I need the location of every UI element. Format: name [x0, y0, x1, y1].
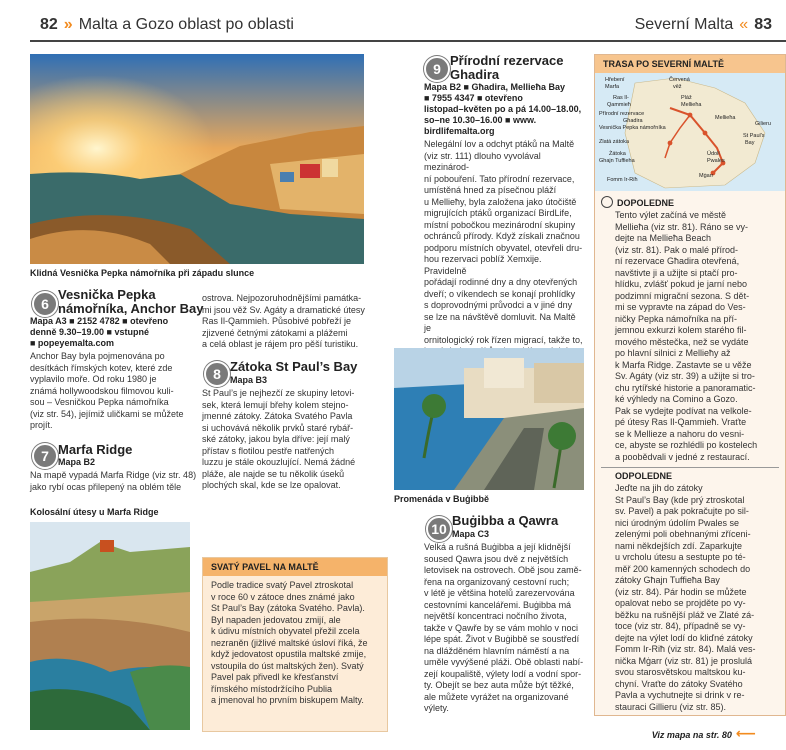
entry-6-body: Anchor Bay byla pojmenována po desítkách římských kotev, které zde vyplavilo moře. Od roku 1980 je známá hollywoodskou filmovou kuli- sou – Vesničkou Pepka námořníka (viz str. 54), jejímiž uličkami se můžete projít.: [30, 351, 184, 430]
promenade-photo: [394, 348, 584, 490]
entry-7-body-continued: ostrova. Nejpozoruhodnějšími památka- mi jsou věž Sv. Agáty a dramatické útesy Ras Il-Qammieh. Působivé pobřeží je zjizvené četnými zátokami a plážemi a celá oblast je rájem pro pěší turistiku.: [202, 293, 365, 349]
map-reference-footer: [652, 725, 756, 742]
morning-body: Tento výlet začíná ve městě Mellieħa (viz str. 81). Ráno se vy- dejte na Mellieħa Beach (viz str. 81). Pak o malé přírod- ní rezervace Għadira otevřená, navštivte ji a užijte si ptačí pro- hlídku, zvlášť pokud je jarní nebo podzimní migrační sezona. S dět- mi se vypravte na západ do Ves- ničky Pepka námořníka na pří- jemnou exkurzi kolem starého fil- mového městečka, než se vydáte po hlavní silnici z Mellieħy až k Marfa Ridge. Zastavte se u věže Sv. Agáty (viz str. 39) a užijte si tro- chu rytířské historie a panoramatic- ké výhledy na Comino a Gozo. Pak se vydejte podívat na velkole- pé útesy Ras Il-Qammieħ. Vraťte se k Mellieze a nahoru do vesni- ce, abyste se rozhlédli po kostelech a poobědvali v jedné z restaurací.: [615, 210, 758, 462]
entry-7-title: Marfa Ridge: [58, 442, 133, 457]
entry-10-title: Buġibba a Qawra: [452, 513, 559, 528]
morning-heading: DOPOLEDNE: [617, 198, 675, 208]
route-map-graphic: [595, 73, 785, 191]
entry-10-meta: Mapa C3: [452, 529, 490, 539]
right-section-title: Severní Malta: [634, 16, 734, 33]
entry-number-badge: 10: [426, 516, 452, 542]
entry-8-title: Zátoka St Paul’s Bay: [230, 359, 358, 374]
morning-heading-row: [601, 195, 779, 208]
entry-9-body: Nelegální lov a odchyt ptáků na Maltě (viz str. 111) dlouho vyvolával mezinárod- ní pobouření. Tato přírodní rezervace, umístěná hned za písečnou pláží u Mellieħy, byla založena jako útočiště migrujících ptáků organizací BirdLife, místní pobočkou mezinárodní skupiny ochránců přírody. Když získali značnou podporu místních obyvatel, otevřeli dru- hou rezervaci poblíž Xemxije. Pravidelně pořádají rodinné dny a dny otevřených dveří; o víkendech se konají prohlídky s doprovodnými průvodci a v jiné dny se lze na návštěvě domluvit. Na Maltě je ornitologický rok řízen migrací, takže to,: [424, 139, 583, 345]
entry-number-badge: 9: [424, 56, 450, 82]
entry-9-meta: Mapa B2 ■ Għadira, Mellieħa Bay ■ 7955 4347 ■ otevřeno listopad–květen po a pá 14.00–18.00, so–ne 10.30–16.00 ■ www. birdlifemalta.org: [424, 82, 582, 136]
entry-8-meta: Mapa B3: [230, 375, 268, 385]
box-title: SVATÝ PAVEL NA MALTĚ: [203, 558, 387, 576]
entry-9-title: Přírodní rezervace Ghadira: [450, 53, 564, 82]
arrow-left-icon: ⟵: [735, 725, 756, 741]
entry-number-badge: 8: [204, 361, 230, 387]
entry-6-title: Vesnička Pepka námořníka, Anchor Bay: [58, 287, 204, 316]
entry-number-badge: 7: [32, 443, 58, 469]
entry-7-meta: Mapa B2: [58, 457, 96, 467]
header-right: [635, 16, 772, 34]
promenade-image: [394, 348, 584, 490]
page-number-right: 83: [754, 16, 772, 33]
header-rule: [30, 40, 786, 42]
chevron-left-icon: «: [739, 16, 749, 33]
marfa-photo-caption: Kolosální útesy u Marfa Ridge: [30, 507, 159, 517]
compass-icon: [601, 196, 613, 208]
promenade-photo-caption: Promenáda v Buġibbě: [394, 494, 490, 504]
map-reference-text: Viz mapa na str. 80: [651, 730, 732, 740]
marfa-cliffs-photo: [30, 522, 190, 730]
sidebar-title: TRASA PO SEVERNÍ MALTĚ: [595, 55, 785, 73]
entry-8-body: St Paul’s je nejhezčí ze skupiny letovi- sek, která lemují břehy kolem stejno- jmenné zátoky. Zátoka Svatého Pavla si uchovává několik prvků staré rybář- ské zátoky, jakou byla dříve: její malý přístav s flotilou pestře natřených luzzu je stále okouzlující. Nemá žádné pláže, ale najde se tu několik úseků plochých skal, kde se lze opalovat.: [202, 388, 356, 490]
chevron-right-icon: »: [63, 16, 73, 33]
popeye-photo-caption: Klidná Vesnička Pepka námořníka při západu slunce: [30, 268, 255, 278]
entry-6-meta: Mapa A3 ■ 2152 4782 ■ otevřeno denně 9.30–19.00 ■ vstupné ■ popeyemalta.com: [30, 316, 169, 348]
popeye-village-photo: [30, 54, 364, 264]
page-number-left: 82: [40, 16, 58, 33]
entry-number-badge: 6: [32, 291, 58, 317]
st-paul-sidebar-box: [202, 557, 388, 732]
afternoon-heading: ODPOLEDNE: [601, 467, 779, 481]
left-section-title: Malta a Gozo oblast po oblasti: [78, 16, 294, 33]
route-map: Hřebení Marfa Červená věž Pláž Mellieħa Ras Il- Qammieħ Přírodní rezervace Għadira Mellieħa Vesnička Pepka námořníka Zlatá zátoka Żátoka Ghajn Tuffieha St Paul's Bay Údolí Pwales Mġarr Fomm Ir-Riħ Gilieru: [595, 73, 785, 191]
header-left: [40, 16, 294, 34]
afternoon-body: Jeďte na jih do zátoky St Paul’s Bay (kde prý ztroskotal sv. Pavel) a pak pokračujte po sil- nici úrodným údolím Pwales se zelenými poli obehnanými zříceni- nami někdejších zdí. Zaparkujte u vrcholu útesu a sestupte po té- měř 200 kamenných schodech do zátoky Għajn Tuffieħa Bay (viz str. 84). Pár hodin se můžete opalovat nebo se projděte po vy- běžku na rušnější pláž ve Zlaté zá- toce (viz str. 84), případně se vy- dejte na výlet lodí do kliďné zátoky Fomm Ir-Riħ (viz str. 84). Malá ves- nička Mġarr (viz str. 81) je proslulá svou starosvětskou maltskou ku- chyní. Vraťte do zátoky Svatého Pavla a vychutnejte si drink v re- stauraci Gillieru (viz str. 85).: [615, 483, 756, 712]
sunset-bay-image: [30, 54, 364, 264]
entry-10-body: Velká a rušná Buġibba a její klidnější soused Qawra jsou dvě z největších letovisek na ostrovech. Obě jsou zamě- řena na organizovaný cestovní ruch; v létě je většina hotelů zarezervována cestovními kancelářemi. Buġibba má největší koncentraci nočního života, takže v Qawře by se vám mohlo v noci lépe spát. Život v Buġibbě se soustředí na dlážděném hlavním náměstí a na uměle vyvýšené pláži. Obě oblasti nabí- zejí koupaliště, výlety lodí a vodní spor- ty. Obejít se bez auta může být těžké, ale můžete vyrážet na organizované výlety.: [424, 542, 584, 713]
entry-7-body: Na mapě vypadá Marfa Ridge (viz str. 48) jako rybí ocas přilepený na oblém těle: [30, 470, 197, 492]
route-sidebar: [594, 54, 786, 716]
box-body: Podle tradice svatý Pavel ztroskotal v roce 60 v zátoce dnes známé jako St Paul’s Bay (zátoka Svatého. Pavla). Byl napaden jedovatou zmijí, ale k údivu místních obyvatel přežil zcela nezraněn (jižlivé maltské úsloví říká, že když jedovatost opustila maltské zmije, vstoupila do úst maltských žen). Svatý Pavel pak přivedl ke křesťanství římského místodržícího Publia a jmenoval ho prvním biskupem Malty.: [211, 580, 368, 705]
cliffs-image: [30, 522, 190, 730]
